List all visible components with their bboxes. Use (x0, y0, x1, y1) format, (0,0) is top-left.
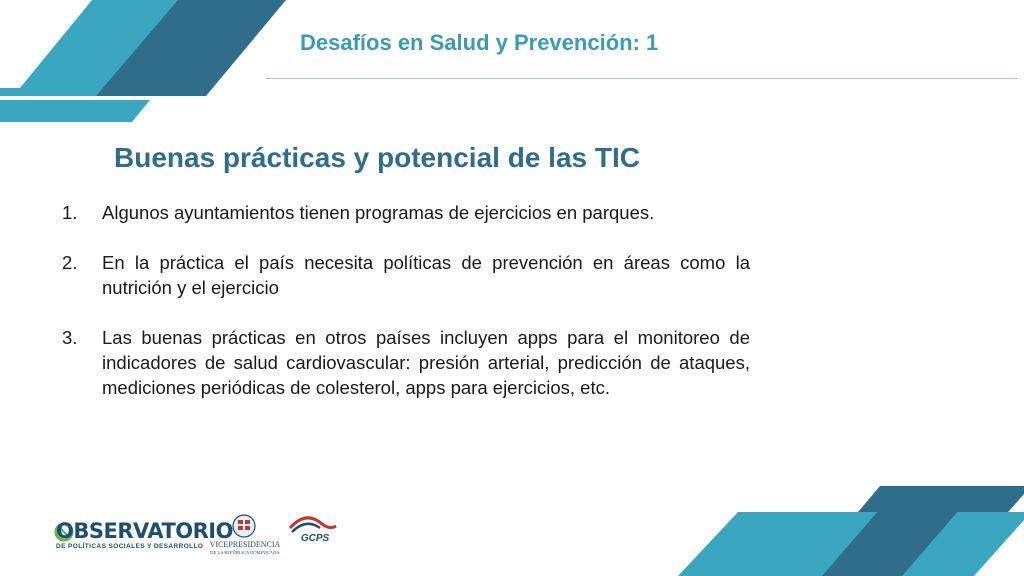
gcps-emblem-icon (290, 518, 336, 532)
deco-br-dark (822, 486, 980, 576)
points-list (58, 200, 750, 425)
observatorio-subtitle: DE POLÍTICAS SOCIALES Y DESARROLLO (56, 543, 204, 550)
list-item (58, 325, 750, 400)
list-number: 1. (62, 202, 78, 223)
title-divider (266, 78, 1018, 79)
vicepresidencia-seal-icon (233, 515, 255, 537)
list-number: 3. (62, 327, 78, 348)
list-number: 2. (62, 252, 78, 273)
top-left-decoration (0, 0, 300, 130)
deco-bar-light (0, 100, 150, 122)
deco-br-navy (804, 486, 1024, 576)
observatorio-wordmark: OBSERVATORIO (56, 519, 233, 543)
gcps-label: GCPS (300, 533, 330, 544)
section-heading: Buenas prácticas y potencial de las TIC (114, 142, 640, 173)
list-text: Algunos ayuntamientos tienen programas de ejercicios en parques. (102, 202, 655, 223)
list-text: En la práctica el país necesita políticas de prevención en áreas como la nutrición y el ejercicio (102, 252, 750, 298)
list-item (58, 200, 750, 225)
deco-br-teal (678, 512, 1024, 576)
list-text: Las buenas prácticas en otros países incluyen apps para el monitoreo de indicadores de salud cardiovascular: presión arterial, predicción de ataques, mediciones periódicas de colesterol, apps para ejercicios, etc. (102, 327, 750, 398)
vicepresidencia-country: DE LA REPÚBLICA DOMINICANA (210, 550, 280, 555)
slide-title: Desafíos en Salud y Prevención: 1 (300, 30, 659, 55)
list-item (58, 250, 750, 300)
vicepresidencia-name: VICEPRESIDENCIA (209, 540, 281, 549)
vicepresidencia-label (208, 540, 282, 556)
